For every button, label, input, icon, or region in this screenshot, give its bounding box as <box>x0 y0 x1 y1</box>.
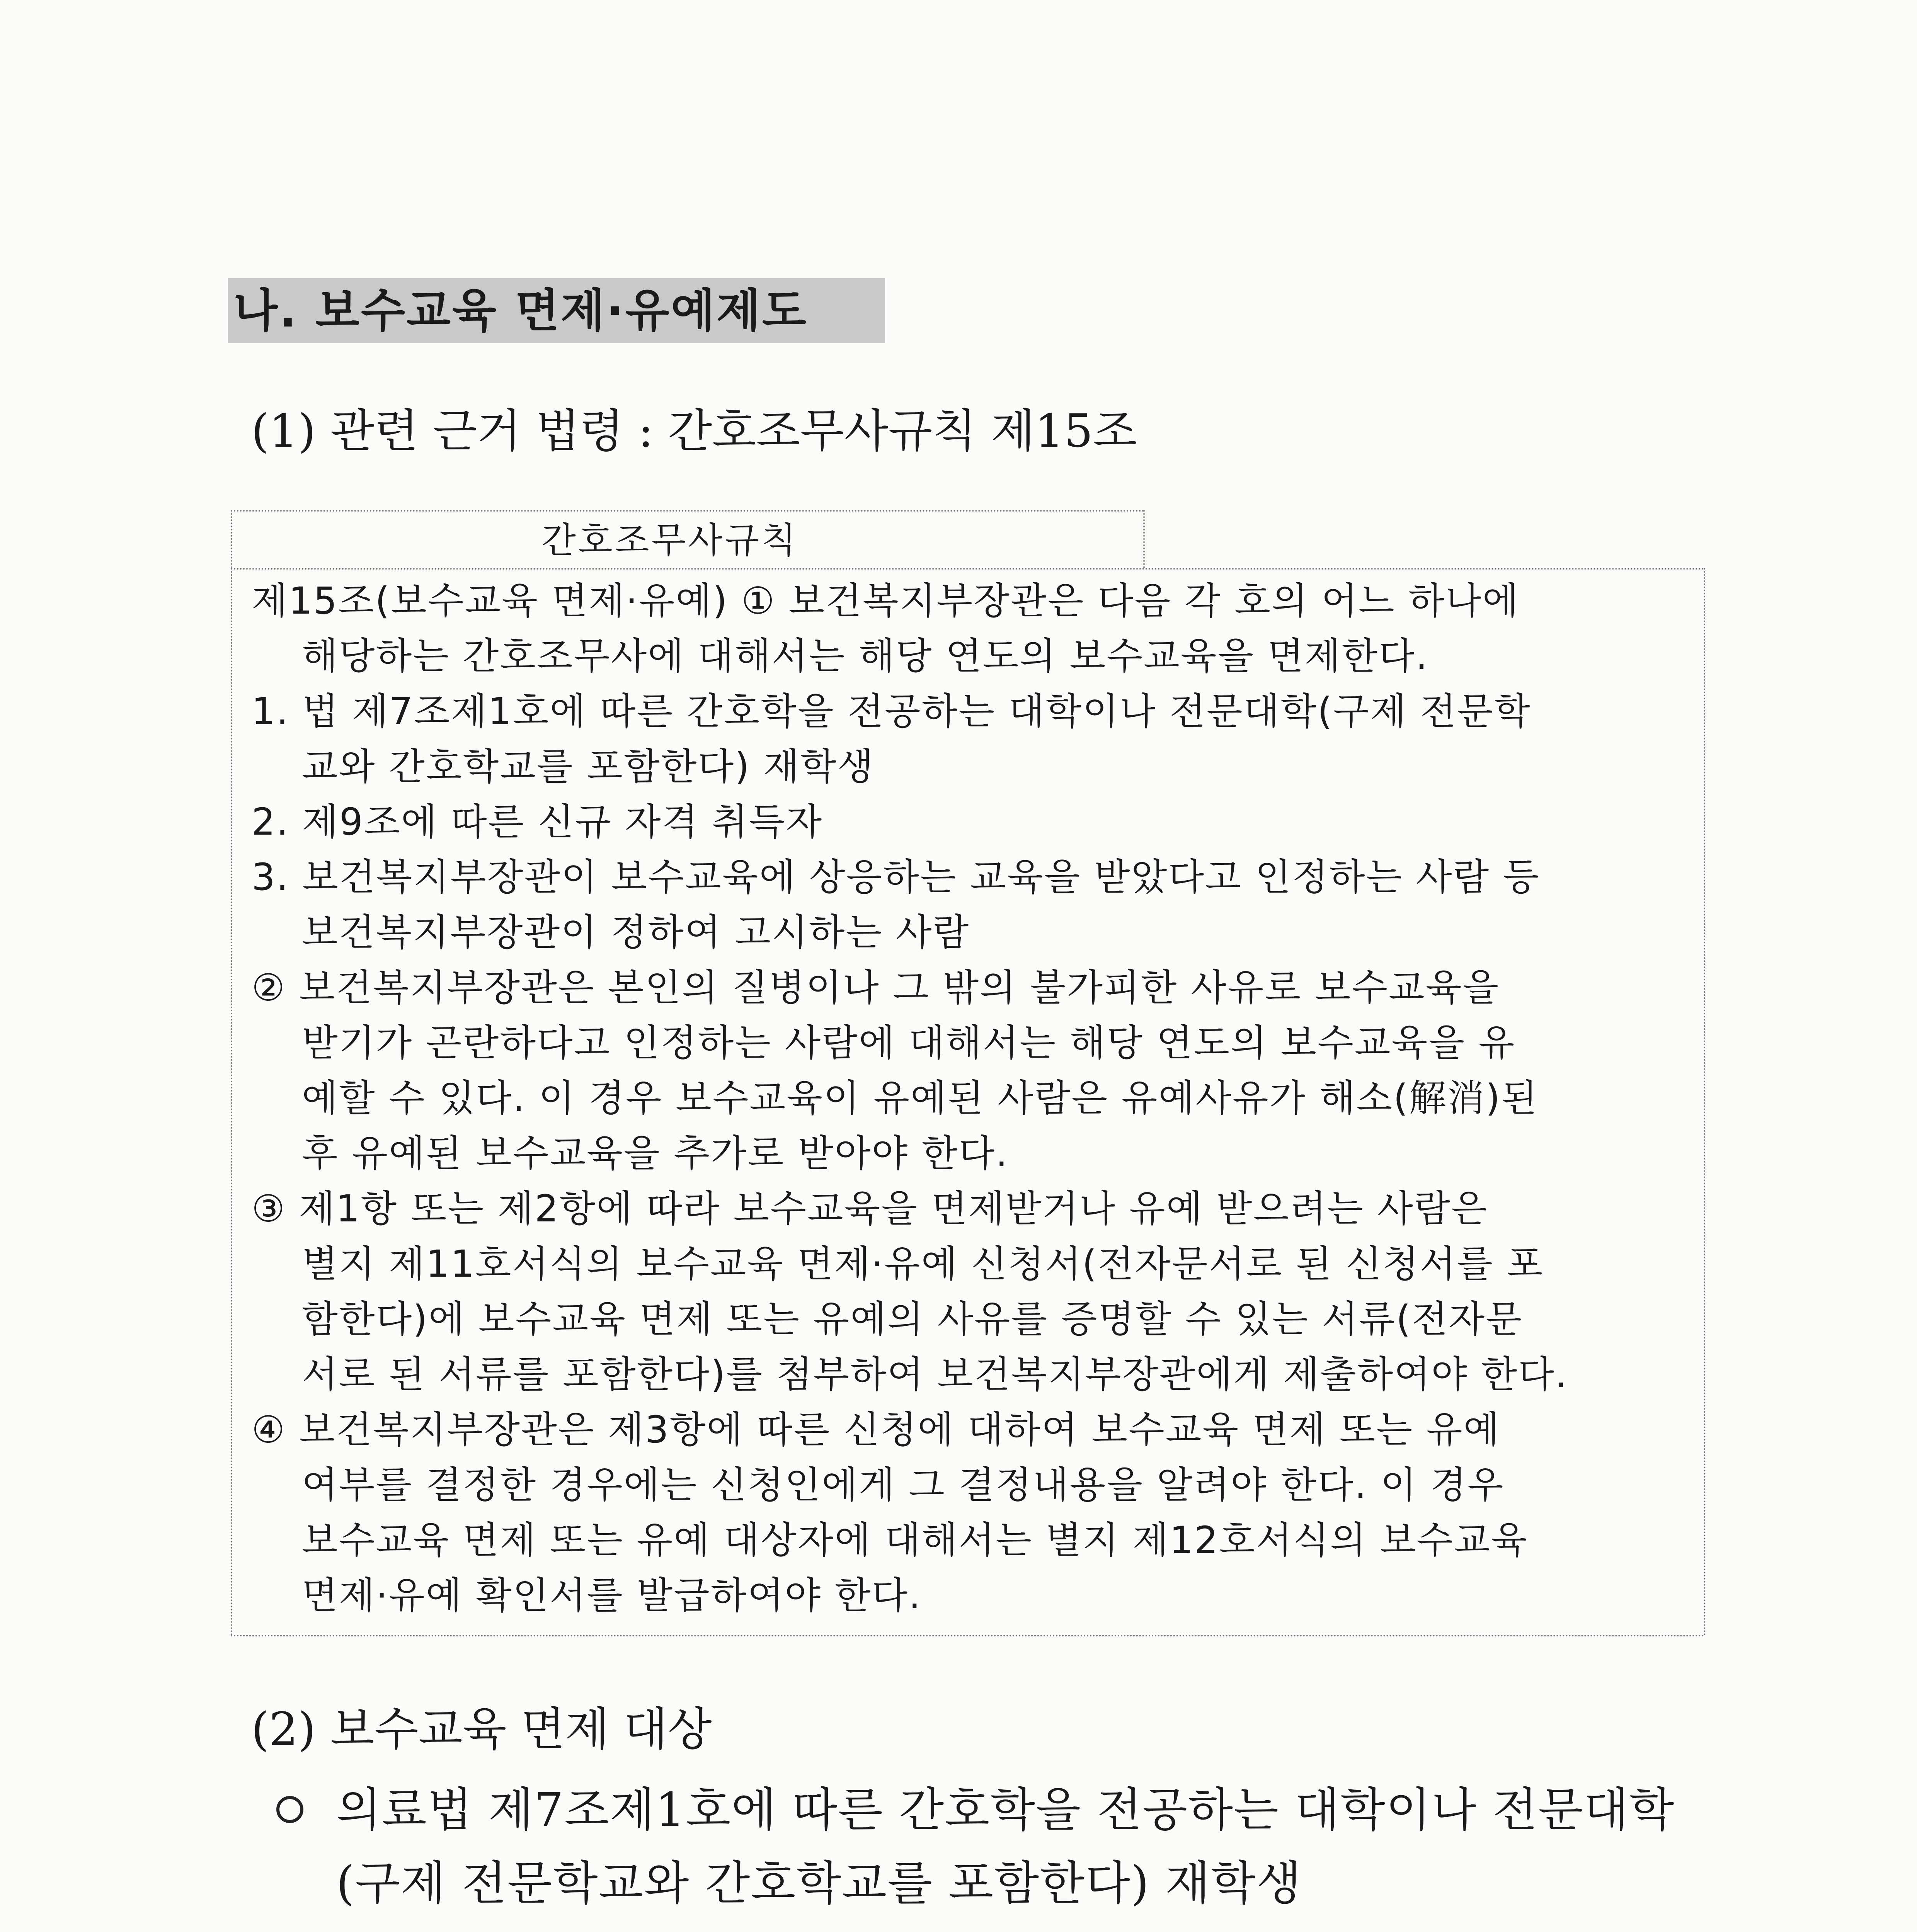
law-text-line: 교와 간호학교를 포함한다) 재학생 <box>302 745 875 788</box>
list-item-2 <box>336 1928 1612 1932</box>
law-text-line: 면제·유예 확인서를 발급하여야 한다. <box>302 1574 922 1617</box>
law-text-line: 예할 수 있다. 이 경우 보수교육이 유예된 사람은 유예사유가 해소(解消)된 <box>302 1077 1538 1120</box>
list-item-1-line2: (구제 전문학교와 간호학교를 포함한다) 재학생 <box>336 1857 1302 1910</box>
law-box-title: 간호조무사규칙 <box>231 510 1145 568</box>
circle-bullet-icon <box>276 1796 303 1823</box>
law-text-line: 2. 제9조에 따른 신규 자격 취득자 <box>252 800 823 844</box>
law-text-line: 받기가 곤란하다고 인정하는 사람에 대해서는 해당 연도의 보수교육을 유 <box>302 1021 1516 1065</box>
section-title: 나. 보수교육 면제·유예제도 <box>228 278 885 343</box>
law-text-line: 3. 보건복지부장관이 보수교육에 상응하는 교육을 받았다고 인정하는 사람 등 <box>252 855 1540 899</box>
law-text-line: 보수교육 면제 또는 유예 대상자에 대해서는 별지 제12호서식의 보수교육 <box>302 1519 1528 1562</box>
law-text-line: 여부를 결정한 경우에는 신청인에게 그 결정내용을 알려야 한다. 이 경우 <box>302 1463 1505 1507</box>
law-text-line: ② 보건복지부장관은 본인의 질병이나 그 밖의 불가피한 사유로 보수교육을 <box>252 966 1500 1009</box>
law-text-line: 제15조(보수교육 면제·유예) ① 보건복지부장관은 다음 각 호의 어느 하나에 <box>252 579 1520 622</box>
law-text-line: 1. 법 제7조제1호에 따른 간호학을 전공하는 대학이나 전문대학(구제 전문학 <box>252 690 1531 733</box>
law-text-line: 별지 제11호서식의 보수교육 면제·유예 신청서(전자문서로 된 신청서를 포 <box>302 1242 1544 1286</box>
law-text-line: 보건복지부장관이 정하여 고시하는 사람 <box>302 911 970 954</box>
subheading-legal-basis: (1) 관련 근거 법령 : 간호조무사규칙 제15조 <box>251 404 1137 457</box>
list-item-1-line1: 의료법 제7조제1호에 따른 간호학을 전공하는 대학이나 전문대학 <box>336 1783 1675 1837</box>
law-text-box <box>231 568 1705 1636</box>
law-text-line: ③ 제1항 또는 제2항에 따라 보수교육을 면제받거나 유예 받으려는 사람은 <box>252 1187 1488 1230</box>
subheading-exemption-targets: (2) 보수교육 면제 대상 <box>251 1702 712 1756</box>
law-text-line: 함한다)에 보수교육 면제 또는 유예의 사유를 증명할 수 있는 서류(전자문 <box>302 1298 1523 1341</box>
law-text-line: ④ 보건복지부장관은 제3항에 따른 신청에 대하여 보수교육 면제 또는 유예 <box>252 1408 1501 1451</box>
law-text-line: 해당하는 간호조무사에 대해서는 해당 연도의 보수교육을 면제한다. <box>302 634 1429 678</box>
law-text-line: 서로 된 서류를 포함한다)를 첨부하여 보건복지부장관에게 제출하여야 한다. <box>302 1353 1568 1396</box>
law-text-line: 후 유예된 보수교육을 추가로 받아야 한다. <box>302 1132 1009 1175</box>
